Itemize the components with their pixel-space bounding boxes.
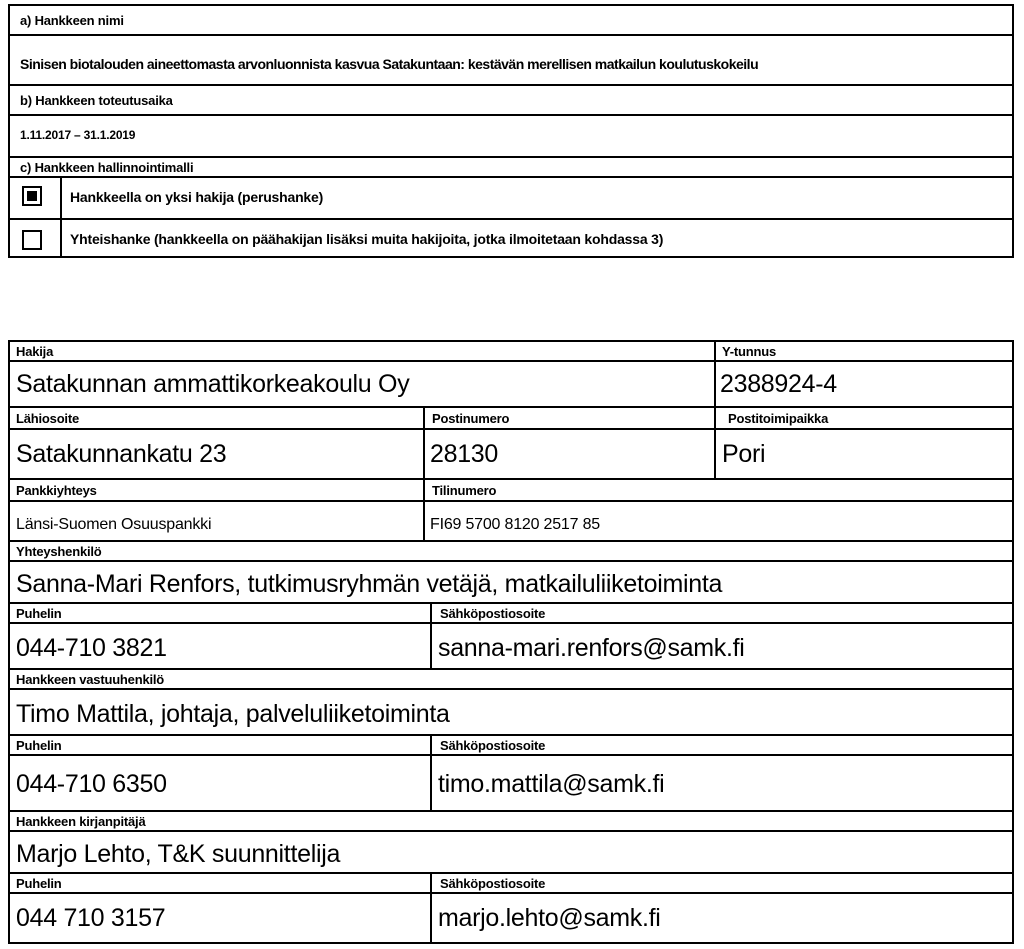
cell-divider bbox=[423, 408, 425, 478]
contact-email-label: Sähköpostiosoite bbox=[440, 606, 546, 621]
bookkeeper-row bbox=[10, 812, 1012, 874]
responsible-phone-label: Puhelin bbox=[16, 738, 62, 753]
project-period-value: 1.11.2017 – 31.1.2019 bbox=[20, 128, 136, 142]
responsible-phone-value: 044-710 6350 bbox=[16, 770, 167, 798]
applicant-row bbox=[10, 342, 1012, 408]
address-value: Satakunnankatu 23 bbox=[16, 440, 227, 468]
applicant-label: Hakija bbox=[16, 344, 54, 359]
bookkeeper-phone-row bbox=[10, 874, 1012, 942]
applicant-value: Satakunnan ammattikorkeakoulu Oy bbox=[16, 370, 410, 398]
postal-label: Postinumero bbox=[432, 411, 510, 426]
project-name-label-row bbox=[10, 6, 1012, 36]
bookkeeper-email-label: Sähköpostiosoite bbox=[440, 876, 546, 891]
account-label: Tilinumero bbox=[432, 483, 497, 498]
cell-divider bbox=[430, 874, 432, 942]
bookkeeper-phone-label: Puhelin bbox=[16, 876, 62, 891]
admin-model-label: c) Hankkeen hallinnointimalli bbox=[20, 160, 194, 175]
applicant-section bbox=[8, 340, 1014, 944]
option-basic-row bbox=[10, 176, 1012, 220]
project-info-section bbox=[8, 4, 1014, 258]
bookkeeper-phone-value: 044 710 3157 bbox=[16, 904, 166, 932]
cell-divider bbox=[430, 604, 432, 668]
bank-row bbox=[10, 480, 1012, 542]
contact-phone-value: 044-710 3821 bbox=[16, 634, 167, 662]
project-name-row bbox=[10, 36, 1012, 86]
project-period-row bbox=[10, 116, 1012, 158]
bookkeeper-email-value: marjo.lehto@samk.fi bbox=[438, 904, 661, 932]
postal-value: 28130 bbox=[430, 440, 499, 468]
responsible-value: Timo Mattila, johtaja, palveluliiketoiminta bbox=[16, 700, 450, 728]
project-period-label-row bbox=[10, 86, 1012, 116]
contact-phone-row bbox=[10, 604, 1012, 670]
responsible-label: Hankkeen vastuuhenkilö bbox=[16, 672, 165, 687]
responsible-phone-row bbox=[10, 736, 1012, 812]
option-basic-label: Hankkeella on yksi hakija (perushanke) bbox=[70, 189, 324, 205]
bookkeeper-value: Marjo Lehto, T&K suunnittelija bbox=[16, 840, 341, 868]
ytunnus-label: Y-tunnus bbox=[722, 344, 777, 359]
contact-email-value: sanna-mari.renfors@samk.fi bbox=[438, 634, 745, 662]
account-value: FI69 5700 8120 2517 85 bbox=[430, 516, 600, 533]
option-basic-checkbox[interactable] bbox=[22, 186, 42, 206]
bookkeeper-label: Hankkeen kirjanpitäjä bbox=[16, 814, 146, 829]
bank-value: Länsi-Suomen Osuuspankki bbox=[16, 516, 212, 533]
cell-divider bbox=[430, 736, 432, 810]
project-period-label: b) Hankkeen toteutusaika bbox=[20, 93, 173, 108]
responsible-email-label: Sähköpostiosoite bbox=[440, 738, 546, 753]
contact-value: Sanna-Mari Renfors, tutkimusryhmän vetäjä, matkailuliiketoiminta bbox=[16, 570, 723, 598]
ytunnus-value: 2388924-4 bbox=[720, 370, 837, 398]
bank-label: Pankkiyhteys bbox=[16, 483, 97, 498]
option-joint-checkbox[interactable] bbox=[22, 230, 42, 250]
option-divider bbox=[60, 178, 62, 220]
project-name-label: a) Hankkeen nimi bbox=[20, 13, 124, 28]
option-joint-row bbox=[10, 220, 1012, 258]
contact-row bbox=[10, 542, 1012, 604]
contact-label: Yhteyshenkilö bbox=[16, 544, 102, 559]
admin-model-label-row bbox=[10, 158, 1012, 176]
cell-divider bbox=[714, 408, 716, 478]
responsible-email-value: timo.mattila@samk.fi bbox=[438, 770, 665, 798]
cell-divider bbox=[423, 480, 425, 540]
city-value: Pori bbox=[722, 440, 766, 468]
project-name-value: Sinisen biotalouden aineettomasta arvonluonnista kasvua Satakuntaan: kestävän merellisen matkailun koulutuskokeilu bbox=[20, 56, 759, 72]
cell-divider bbox=[714, 342, 716, 406]
option-joint-label: Yhteishanke (hankkeella on päähakijan lisäksi muita hakijoita, jotka ilmoitetaan kohdassa 3) bbox=[70, 231, 664, 247]
option-divider bbox=[60, 220, 62, 258]
contact-phone-label: Puhelin bbox=[16, 606, 62, 621]
address-row bbox=[10, 408, 1012, 480]
city-label: Postitoimipaikka bbox=[728, 411, 829, 426]
address-label: Lähiosoite bbox=[16, 411, 80, 426]
responsible-row bbox=[10, 670, 1012, 736]
